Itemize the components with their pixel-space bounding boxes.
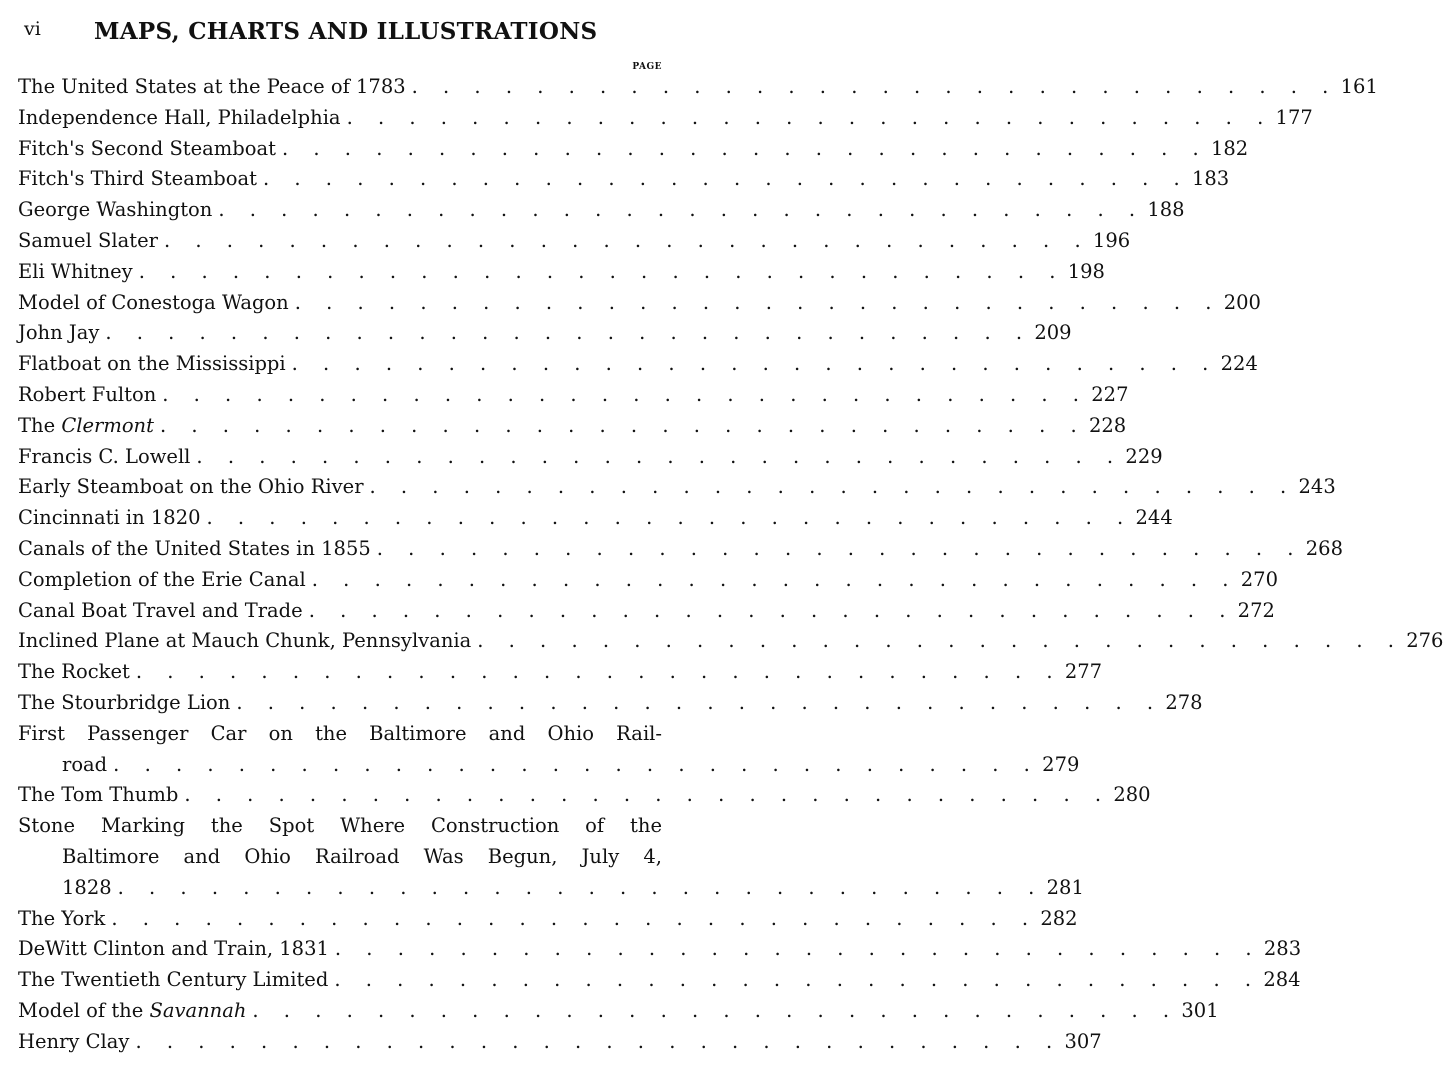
entry-title: DeWitt Clinton and Train, 1831	[18, 937, 329, 961]
list-item	[18, 657, 1103, 688]
entry-page: 198	[1067, 259, 1105, 283]
dot-leader: . . . . . . . . . . . . . . . . . . . . . . . . . . . . . .	[138, 259, 1065, 283]
dot-leader: . . . . . . . . . . . . . . . . . . . . . . . . . . . . . .	[334, 968, 1261, 992]
entry-page: 301	[1181, 998, 1219, 1022]
entry-title: The United States at the Peace of 1783	[18, 75, 406, 98]
page-header	[24, 14, 662, 50]
list-item	[18, 472, 1336, 503]
page-column-label: PAGE	[632, 62, 662, 72]
entry-page: 224	[1220, 352, 1258, 376]
entry-title: Independence Hall, Philadelphia	[18, 105, 341, 129]
list-item	[18, 195, 1185, 226]
entry-page: 243	[1298, 475, 1336, 499]
list-item	[18, 688, 1203, 719]
list-item	[18, 72, 1378, 103]
dot-leader: . . . . . . . . . . . . . . . . . . . . . . . . . . . . . .	[218, 198, 1145, 222]
entry-page: 278	[1165, 690, 1203, 714]
list-item	[18, 257, 1105, 288]
entry-title-line: road	[62, 752, 108, 776]
dot-leader: . . . . . . . . . . . . . . . . . . . . . . . . . . . . . .	[196, 444, 1123, 468]
entry-title-line: Stone Marking the Spot Where Construction of the	[18, 814, 662, 838]
entry-page: 227	[1091, 382, 1129, 406]
entry-page: 200	[1223, 290, 1261, 314]
entry-page: 182	[1210, 136, 1249, 160]
dot-leader: . . . . . . . . . . . . . . . . . . . . . . . . . . . . . .	[369, 475, 1296, 499]
dot-leader: . . . . . . . . . . . . . . . . . . . . . . . . . . . . . .	[105, 321, 1032, 345]
dot-leader: . . . . . . . . . . . . . . . . . . . . . . . . . . . . . .	[111, 906, 1038, 930]
entry-page: 228	[1088, 413, 1127, 437]
entry-title-line: Baltimore and Ohio Railroad Was Begun, July 4,	[62, 844, 662, 868]
entry-title-italic: Clermont	[61, 413, 154, 437]
entry-title: Inclined Plane at Mauch Chunk, Pennsylvania	[18, 629, 472, 653]
entry-title-line: First Passenger Car on the Baltimore and Ohio Rail-	[18, 721, 662, 745]
list-item	[18, 411, 1127, 442]
entry-title: Fitch's Third Steamboat	[18, 167, 257, 191]
dot-leader: . . . . . . . . . . . . . . . . . . . . . . . . . . . . . .	[263, 167, 1190, 191]
list-item	[18, 288, 1261, 319]
list-item	[18, 380, 1129, 411]
dot-leader: . . . . . . . . . . . . . . . . . . . . . . . . . . . . . .	[206, 506, 1133, 530]
entry-page: 196	[1092, 228, 1131, 252]
entry-page: 270	[1240, 567, 1278, 591]
entry-title: Henry Clay	[18, 1029, 130, 1053]
list-item	[18, 780, 1151, 811]
entry-page: 177	[1275, 105, 1313, 129]
dot-leader: . . . . . . . . . . . . . . . . . . . . . . . . . . . . . .	[163, 228, 1091, 252]
entry-page: 307	[1064, 1029, 1102, 1053]
entry-page: 272	[1237, 598, 1275, 622]
entry-title: Samuel Slater	[18, 228, 158, 252]
list-item	[18, 534, 1343, 565]
dot-leader: . . . . . . . . . . . . . . . . . . . . . . . . . . . . . .	[113, 752, 1040, 776]
dot-leader: . . . . . . . . . . . . . . . . . . . . . . . . . . . . . .	[294, 290, 1221, 314]
page-number: vi	[24, 18, 41, 40]
list-item	[18, 565, 1278, 596]
entry-title	[18, 411, 154, 442]
entry-page: 277	[1064, 660, 1103, 684]
entry-title: Flatboat on the Mississippi	[18, 352, 286, 376]
entry-title: The Tom Thumb	[18, 783, 179, 807]
dot-leader: . . . . . . . . . . . . . . . . . . . . . . . . . . . . . .	[117, 875, 1044, 899]
entry-title-prefix: The	[18, 413, 62, 437]
illustration-list	[18, 72, 1443, 1058]
list-item	[18, 164, 1230, 195]
dot-leader: . . . . . . . . . . . . . . . . . . . . . . . . . . . . . .	[376, 536, 1303, 560]
list-item	[18, 442, 1163, 473]
entry-title: Robert Fulton	[18, 382, 157, 406]
entry-page: 209	[1034, 321, 1072, 345]
entry-title: Fitch's Second Steamboat	[18, 136, 276, 160]
list-item	[18, 626, 1443, 657]
list-item	[18, 1027, 1102, 1058]
list-item	[18, 719, 1080, 781]
entry-title: The Stourbridge Lion	[18, 690, 231, 714]
entry-page: 283	[1263, 937, 1302, 961]
entry-title: Francis C. Lowell	[18, 444, 191, 468]
entry-page: 282	[1040, 906, 1078, 930]
dot-leader: . . . . . . . . . . . . . . . . . . . . . . . . . . . . . .	[308, 598, 1235, 622]
running-title: MAPS, CHARTS AND ILLUSTRATIONS	[94, 18, 598, 45]
list-item	[18, 134, 1249, 165]
entry-page: 244	[1135, 506, 1173, 530]
dot-leader: . . . . . . . . . . . . . . . . . . . . . . . . . . . . . .	[184, 783, 1111, 807]
dot-leader: . . . . . . . . . . . . . . . . . . . . . . . . . . . . . .	[291, 352, 1218, 376]
list-item	[18, 965, 1301, 996]
entry-page: 229	[1125, 444, 1163, 468]
list-item	[18, 996, 1219, 1027]
entry-title: The Twentieth Century Limited	[18, 968, 329, 992]
entry-page: 268	[1305, 536, 1343, 560]
list-item	[18, 904, 1078, 935]
dot-leader: . . . . . . . . . . . . . . . . . . . . . . . . . . . . . .	[162, 382, 1089, 406]
entry-title: George Washington	[18, 198, 213, 222]
dot-leader: . . . . . . . . . . . . . . . . . . . . . . . . . . . . . .	[252, 998, 1179, 1022]
entry-title: Eli Whitney	[18, 259, 133, 283]
entry-page: 284	[1263, 968, 1301, 992]
dot-leader: . . . . . . . . . . . . . . . . . . . . . . . . . . . . . .	[334, 937, 1262, 961]
entry-page: 279	[1042, 752, 1080, 776]
entry-title: John Jay	[18, 321, 100, 345]
entry-page: 188	[1147, 198, 1185, 222]
entry-title: The York	[18, 906, 106, 930]
dot-leader: . . . . . . . . . . . . . . . . . . . . . . . . . . . . . .	[236, 690, 1163, 714]
entry-page: 280	[1113, 783, 1151, 807]
dot-leader: . . . . . . . . . . . . . . . . . . . . . . . . . . . . . .	[135, 660, 1063, 684]
entry-page: 183	[1191, 167, 1230, 191]
list-item	[18, 934, 1302, 965]
entry-title-line: 1828	[62, 875, 112, 899]
entry-title: Model of Conestoga Wagon	[18, 290, 289, 314]
entry-title-prefix: Model of the	[18, 998, 150, 1022]
entry-page: 276	[1406, 629, 1443, 653]
dot-leader: . . . . . . . . . . . . . . . . . . . . . . . . . . . . . .	[159, 413, 1087, 437]
entry-title: Completion of the Erie Canal	[18, 567, 306, 591]
entry-title: Cincinnati in 1820	[18, 506, 201, 530]
dot-leader: . . . . . . . . . . . . . . . . . . . . . . . . . . . . . .	[135, 1029, 1062, 1053]
entry-title-italic: Savannah	[149, 998, 247, 1022]
list-item	[18, 318, 1072, 349]
dot-leader: . . . . . . . . . . . . . . . . . . . . . . . . . . . . . .	[477, 629, 1404, 653]
entry-page: 281	[1046, 875, 1084, 899]
entry-title: Early Steamboat on the Ohio River	[18, 475, 364, 499]
entry-title: Canals of the United States in 1855	[18, 536, 371, 560]
list-item	[18, 811, 1084, 903]
list-item	[18, 503, 1173, 534]
dot-leader: . . . . . . . . . . . . . . . . . . . . . . . . . . . . . .	[282, 136, 1209, 160]
list-item	[18, 349, 1258, 380]
dot-leader: . . . . . . . . . . . . . . . . . . . . . . . . . . . . . .	[411, 75, 1338, 98]
entry-title: Canal Boat Travel and Trade	[18, 598, 303, 622]
entry-title: The Rocket	[18, 660, 130, 684]
list-item	[18, 596, 1275, 627]
entry-page: 161	[1340, 75, 1378, 98]
dot-leader: . . . . . . . . . . . . . . . . . . . . . . . . . . . . . .	[311, 567, 1238, 591]
dot-leader: . . . . . . . . . . . . . . . . . . . . . . . . . . . . . .	[346, 105, 1273, 129]
entry-title	[18, 996, 246, 1027]
list-item	[18, 103, 1313, 134]
list-item	[18, 226, 1131, 257]
